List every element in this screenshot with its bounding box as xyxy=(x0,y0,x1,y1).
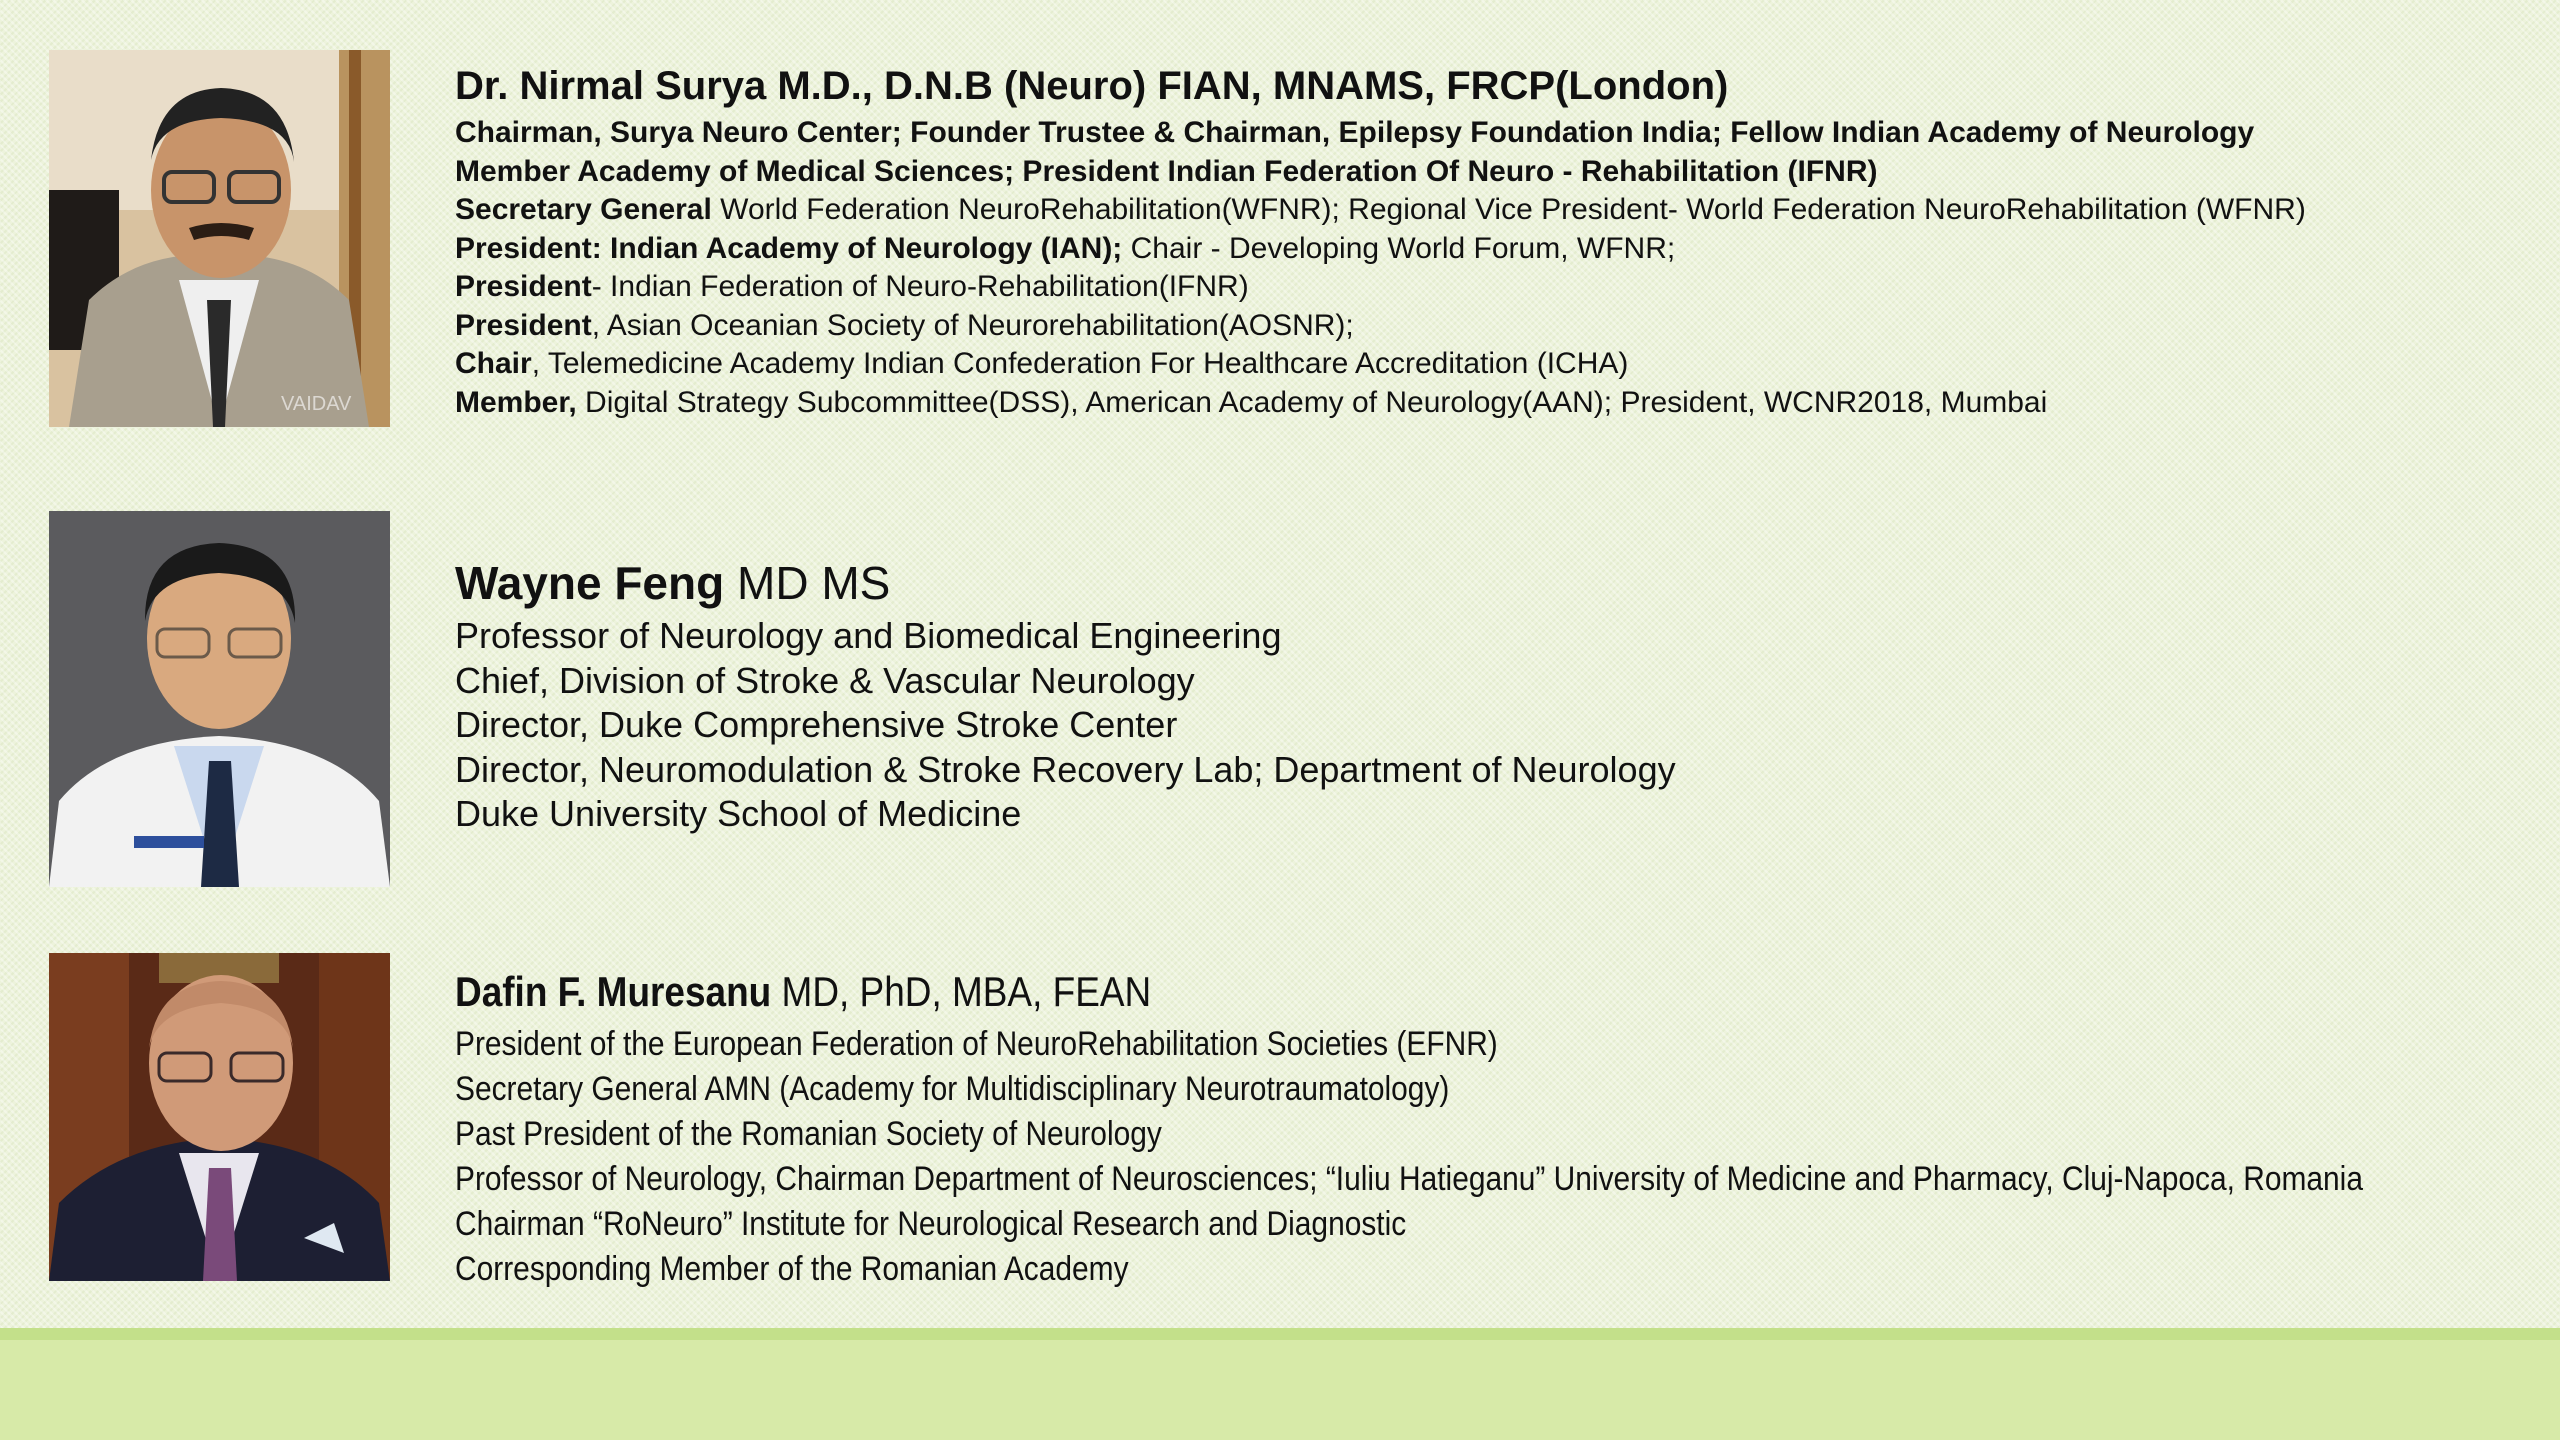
bio-line: President, Asian Oceanian Society of Neurorehabilitation(AOSNR); xyxy=(455,308,1354,342)
bio-line: Secretary General World Federation NeuroRehabilitation(WFNR); Regional Vice President- World Federation NeuroRehabilitation (WFNR) xyxy=(455,193,2306,226)
bio-line: Professor of Neurology and Biomedical Engineering xyxy=(455,615,1282,656)
portrait-feng xyxy=(49,511,390,887)
speaker-name: Dafin F. Muresanu MD, PhD, MBA, FEAN xyxy=(455,968,1152,1015)
photo-watermark: VAIDAV xyxy=(281,393,352,415)
bio-dafin-muresanu xyxy=(455,962,2515,1292)
bio-line: Chairman “RoNeuro” Institute for Neurological Research and Diagnostic xyxy=(455,1205,1407,1243)
bio-line: Professor of Neurology, Chairman Department of Neurosciences; “Iuliu Hatieganu” University of Medicine and Pharmacy, Cluj-Napoca, Romania xyxy=(455,1160,2363,1198)
bio-line: Past President of the Romanian Society of Neurology xyxy=(455,1115,1162,1153)
portrait-surya xyxy=(49,50,390,427)
bio-line: Member Academy of Medical Sciences; President Indian Federation Of Neuro - Rehabilitation (IFNR) xyxy=(455,154,1878,188)
bio-line: Corresponding Member of the Romanian Academy xyxy=(455,1250,1129,1288)
bio-line: Member, Digital Strategy Subcommittee(DSS), American Academy of Neurology(AAN); President, WCNR2018, Mumbai xyxy=(455,385,2048,419)
bio-line: President- Indian Federation of Neuro-Rehabilitation(IFNR) xyxy=(455,270,1249,303)
bio-line: President of the European Federation of NeuroRehabilitation Societies (EFNR) xyxy=(455,1025,1498,1063)
bio-line: Director, Neuromodulation & Stroke Recovery Lab; Department of Neurology xyxy=(455,748,1676,790)
speaker-name: Wayne Feng MD MS xyxy=(455,557,891,609)
speaker-name: Dr. Nirmal Surya M.D., D.N.B (Neuro) FIAN, MNAMS, FRCP(London) xyxy=(455,64,1729,108)
bio-nirmal-surya xyxy=(455,58,2515,422)
bio-line: Chief, Division of Stroke & Vascular Neurology xyxy=(455,659,1195,701)
bio-line: Chair, Telemedicine Academy Indian Confederation For Healthcare Accreditation (ICHA) xyxy=(455,347,1629,380)
bio-wayne-feng xyxy=(455,552,2515,837)
bio-line: Director, Duke Comprehensive Stroke Center xyxy=(455,704,1178,745)
bio-line: Chairman, Surya Neuro Center; Founder Trustee & Chairman, Epilepsy Foundation India; Fellow Indian Academy of Neurology xyxy=(455,116,2255,149)
bio-line: Secretary General AMN (Academy for Multidisciplinary Neurotraumatology) xyxy=(455,1070,1450,1108)
portrait-muresanu xyxy=(49,953,390,1281)
bio-line: Duke University School of Medicine xyxy=(455,793,1022,834)
footer-band xyxy=(0,1328,2560,1440)
bio-line: President: Indian Academy of Neurology (IAN); Chair - Developing World Forum, WFNR; xyxy=(455,231,1676,265)
